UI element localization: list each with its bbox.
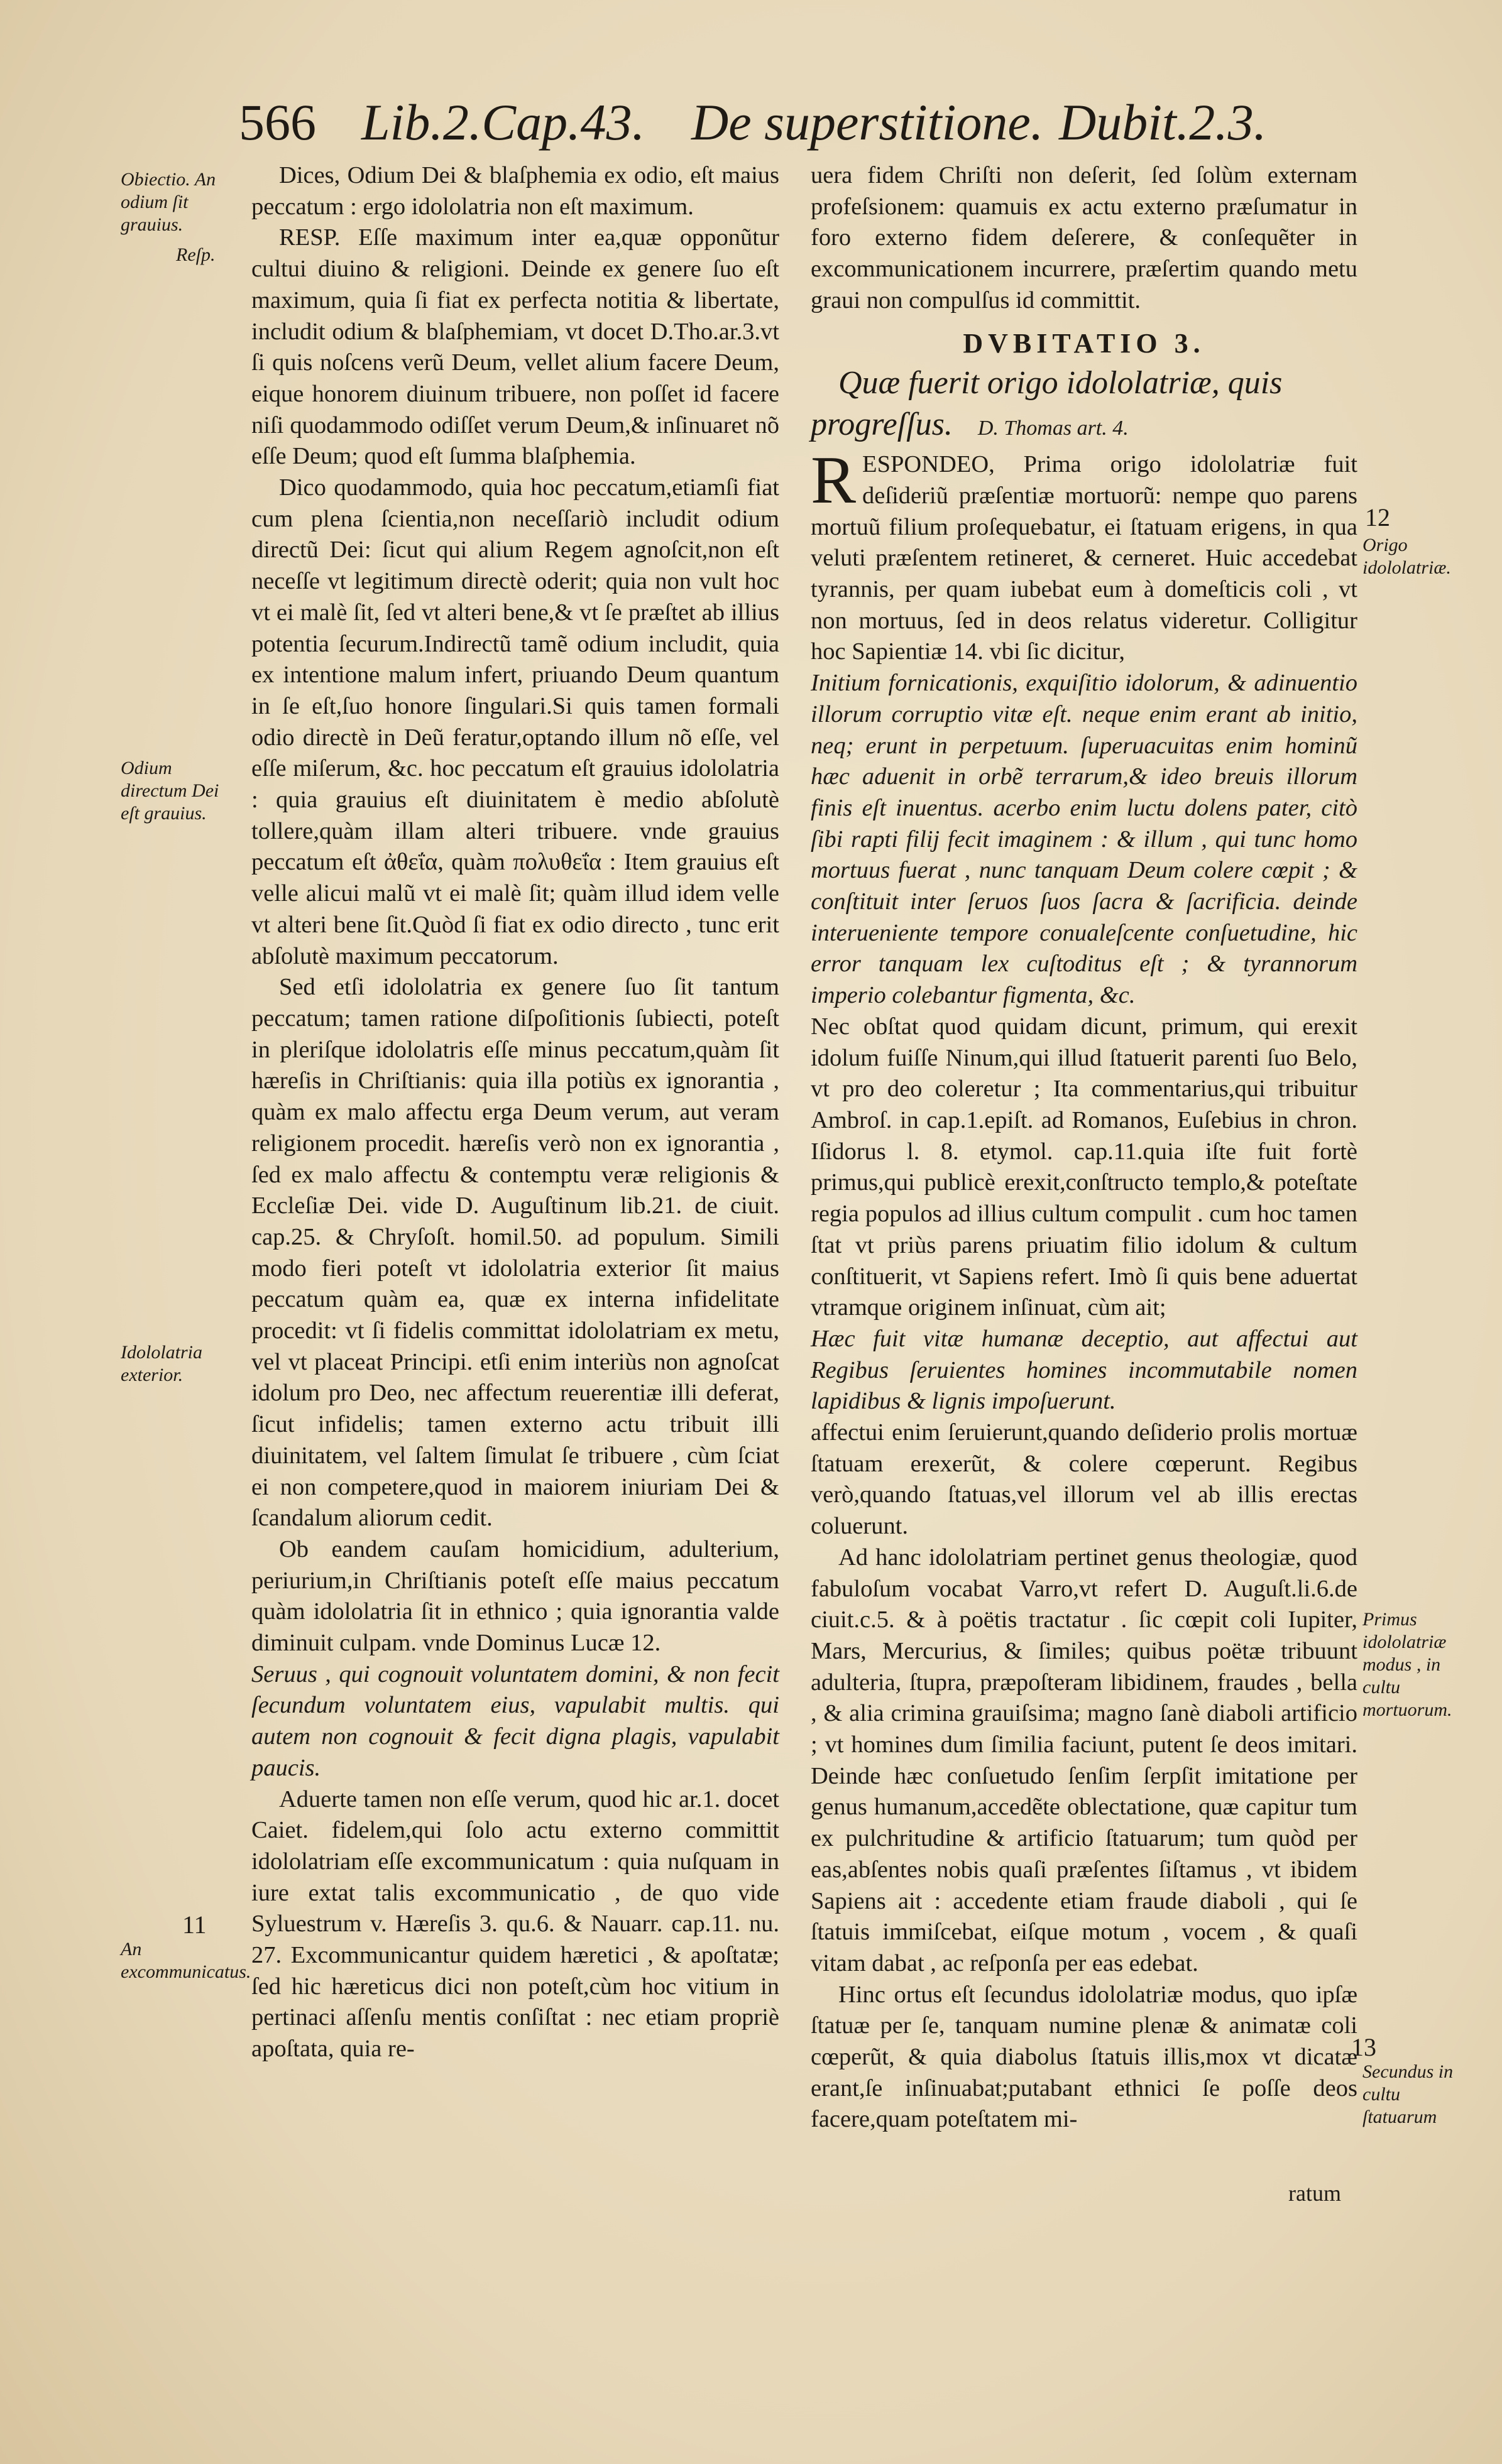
margin-note-primus-modus: Primus idololatriæ modus , in cultu mortuorum.	[1362, 1609, 1452, 1720]
running-title: De superstitione.	[691, 94, 1044, 151]
paragraph: RESP. Eſſe maximum inter ea,quæ opponũtur cultui diuino & religioni. Deinde ex genere ſuo eſt maximum, quia ſi fiat ex perfecta notitia & libertate, includit odium & blaſphemiam, vt docet D.Tho.ar.3.vt ſi quis noſcens verũ Deum, vellet alium facere Deum, eique honorem diuinum tribuere, non poſſet id facere niſi quodammodo odiſſet verum Deum,& inſinuaret nõ eſſe Deum; quod eſt ſumma blaſphemia.	[251, 224, 779, 470]
running-header	[239, 88, 1307, 157]
paragraph: Sed etſi idololatria ex genere ſuo ſit tantum peccatum; tamen ratione diſpoſitionis ſubiecti, poteſt in pleriſque idololatris eſſe minus peccatum,quàm ſit hæreſis in Chriſtianis: quia illa potiùs ex ignorantia , quàm ex malo affectu erga Deum verum, aut veram religionem procedit. hæreſis verò non ex ignorantia , ſed ex malo affectu & contemptu veræ religionis & Eccleſiæ Dei. vide D. Auguſtinum lib.21. de ciuit. cap.25. & Chryſoſt. homil.50. ad populum. Simili modo fieri poteſt vt idololatria exterior ſit maius peccatum quàm ea, quæ ex interna infidelitate procedit: vt ſi fidelis committat idololatriam ex metu, vel vt placeat Principi. etſi enim interiùs non agnoſcat idolum pro Deo, nec affectum reuerentiæ illi deferat, ſicut infidelis; tamen externo actu tribuit illi diuinitatem, vel ſaltem ſimulat ſe tribuere , cùm ſciat ei non competere,quod in maiorem iniuriam Dei & ſcandalum aliorum cedit.	[251, 974, 779, 1532]
paragraph: Nec obſtat quod quidam dicunt, primum, qui erexit idolum fuiſſe Ninum,qui illud ſtatuerit parenti ſuo Belo, vt pro deo coleretur ; Ita commentarius,qui tribuitur Ambroſ. in cap.1.epiſt. ad Romanos, Euſebius in chron. Iſidorus l. 8. etymol. cap.11.quia iſte fuit fortè primus,qui publicè erexit,conſtructo templo,& poteſtate regia populos ad illius cultum compulit . cum hoc tamen ſtat vt priùs parens priuatim filio idolum & cultum conſtituerit, vt Sapiens refert. Imò ſi quis bene aduertat vtramque originem inſinuat, cùm ait;	[811, 1013, 1357, 1321]
paragraph-text: ESPONDEO, Prima origo idololatriæ fuit deſideriũ præſentiæ mortuorũ: nempe quo parens mortuũ filium proſequebatur, ei ſtatuam erigens, in qua veluti præſentem retineret, & cerneret. Huic accedebat tyrannis, per quam iubebat eum à domeſticis coli , vt non mortuus, ſed in deos relatus videretur. Colligitur hoc Sapientiæ 14. vbi ſic dicitur,	[811, 451, 1357, 665]
question-reference: D. Thomas art. 4.	[977, 417, 1129, 440]
question-text: Quæ fuerit origo idololatriæ, quis progreſſus.	[811, 365, 1283, 443]
section-number: 11	[182, 1911, 207, 1939]
paragraph: Aduerte tamen non eſſe verum, quod hic ar.1. docet Caiet. fidelem,qui ſolo actu externo committit idololatriam eſſe excommunicatum : quia nuſquam in iure extat talis excommunicatio , de quo vide Syluestrum v. Hæreſis 3. qu.6. & Nauarr. cap.11. nu. 27. Excommunicantur quidem hæretici , & apoſtatæ; ſed hic hæreticus dici non poteſt,cùm hoc vitium in pertinaci aſſenſu mentis conſiſtat : nec etiam propriè apoſtata, quia re-	[251, 1785, 779, 2063]
paragraph: Dices, Odium Dei & blaſphemia ex odio, eſt maius peccatum : ergo idololatria non eſt maximum.	[251, 162, 779, 220]
paragraph	[811, 443, 1357, 668]
scripture-quote: Seruus , qui cognouit voluntatem domini, & non fecit ſecundum voluntatem eius, vapulabit multis. qui autem non cognouit & fecit digna plagis, vapulabit paucis.	[251, 1660, 779, 1781]
scripture-quote: Initium fornicationis, exquiſitio idolorum, & adinuentio illorum corruptio vitæ eſt. neque enim erant ab initio, neq; erunt in perpetuum. ſuperuacuitas enim hominũ hæc aduenit in orbẽ terrarum,& ideo breuis illorum finis eſt inuentus. acerbo enim luctu dolens pater, citò ſibi rapti filij fecit imaginem : & illum , qui tunc homo mortuus fuerat , nunc tanquam Deum colere cœpit ; & conſtituit inter ſeruos ſuos ſacra & ſacrificia. deinde interueniente tempore conualeſcente conſuetudine, hic error tanquam lex cuſtoditus eſt ; & tyrannorum imperio colebantur figmenta, &c.	[811, 670, 1357, 1009]
drop-cap: R	[811, 443, 857, 518]
paragraph: affectui enim ſeruierunt,quando deſiderio prolis mortuæ ſtatuam erexerũt, & colere cœperunt. Regibus verò,quando ſtatuas,vel illorum vel ab illis erectas coluerunt.	[811, 1419, 1357, 1540]
catchword: ratum	[1288, 2181, 1341, 2206]
section-number: 13	[1351, 2033, 1376, 2061]
margin-note-secundus-modus: Secundus in cultu ſtatuarum	[1362, 2061, 1454, 2127]
margin-note-resp: Reſp.	[176, 244, 216, 265]
dubitatio-ref: Dubit.2.3.	[1059, 94, 1267, 151]
left-column	[251, 160, 779, 2065]
margin-note-odium: Odium directum Dei eſt grauius.	[121, 758, 219, 824]
paragraph: uera fidem Chriſti non deſerit, ſed ſolùm externam profeſsionem: quamuis ex actu externo præſumatur in foro externo fidem deſerere, & conſequẽter in excommunicationem incurrere, præſertim quando metu graui non compulſus id committit.	[811, 162, 1357, 313]
paragraph: Hinc ortus eſt ſecundus idololatriæ modus, quo ipſæ ſtatuæ per ſe, tanquam numine plenæ & animatæ coli cœperũt, & quia diabolus ſtatuis illis,mox vt dicatæ erant,ſe inſinuabat;putabant ethnici ſe poſſe deos facere,quam poteſtatem mi-	[811, 1981, 1357, 2133]
section-number: 12	[1365, 503, 1390, 532]
paragraph: Ob eandem cauſam homicidium, adulterium, periurium,in Chriſtianis poteſt eſſe maius peccatum quàm idololatria ſit in ethnico ; quia ignorantia valde diminuit culpam. vnde Dominus Lucæ 12.	[251, 1535, 779, 1657]
question-title	[811, 363, 1357, 449]
right-column	[811, 160, 1357, 2135]
margin-note-objectio: Obiectio. An odium ſit grauius.	[121, 169, 216, 235]
page-number: 566	[239, 94, 316, 151]
dubitatio-heading: DVBITATIO 3.	[963, 327, 1205, 359]
paragraph: Ad hanc idololatriam pertinet genus theologiæ, quod fabuloſum vocabat Varro,vt refert D. Auguſt.li.6.de ciuit.c.5. & à poëtis tractatur . ſic cœpit coli Iupiter, Mars, Mercurius, & ſimiles; quibus poëtæ tribuunt adulteria, ſtupra, præpoſteram libidinem, fraudes , bella , & alia crimina grauiſsima; magno ſanè diaboli artificio ; vt homines dum ſimilia faciunt, putent ſe deos imitari. Deinde hæc conſuetudo ſenſim ſerpſit imitatione per genus humanum,accedẽte oblectatione, quæ capitur tum ex pulchritudine & artificio ſtatuarum; tum quòd per eas,abſentes nobis quaſi præſentes ſiſtamus , vt ibidem Sapiens ait : accedente etiam fraude diaboli , qui ſe ſtatuis immiſcebat, eiſque motum , vocem , & quaſi vitam dabat , ac reſponſa per eas edebat.	[811, 1544, 1357, 1976]
book-chapter: Lib.2.Cap.43.	[361, 94, 645, 151]
scripture-quote: Hæc fuit vitæ humanæ deceptio, aut affectui aut Regibus ſeruientes homines incommutabile nomen lapidibus & lignis impoſuerunt.	[811, 1325, 1357, 1415]
paragraph: Dico quodammodo, quia hoc peccatum,etiamſi fiat cum plena ſcientia,non neceſſariò includit odium directũ Dei: ſicut qui alium Regem agnoſcit,non eſt neceſſe vt legitimum directè oderit; quia non vult hoc vt ei malè ſit, ſed vt alteri bene,& vt ſe præſtet ab illius potentia ſecurum.Indirectũ tamẽ odium includit, quia ex intentione malum infert, priuando Deum quantum in ſe eſt,ſuo honore ſingulari.Si quis tamen formali odio directè in Deũ feratur,optando illum nõ eſſe, vel eſſe miſerum, &c. hoc peccatum eſt grauius idololatria : quia grauius eſt diuinitatem è medio abſolutè tollere,quàm illam alteri tribuere. vnde grauius peccatum eſt ἀθεΐα, quàm πολυθεΐα : Item grauius eſt velle alicui malũ vt ei malè ſit; quàm illud idem velle vt alteri bene ſit.Quòd ſi fiat ex odio directo , tunc erit abſolutè maximum peccatorum.	[251, 474, 779, 969]
margin-note-idololatria-exterior: Idololatria exterior.	[121, 1342, 203, 1385]
margin-note-excommunicatus: An excommunicatus.	[121, 1939, 251, 1982]
margin-note-origo: Origo idololatriæ.	[1362, 535, 1451, 578]
